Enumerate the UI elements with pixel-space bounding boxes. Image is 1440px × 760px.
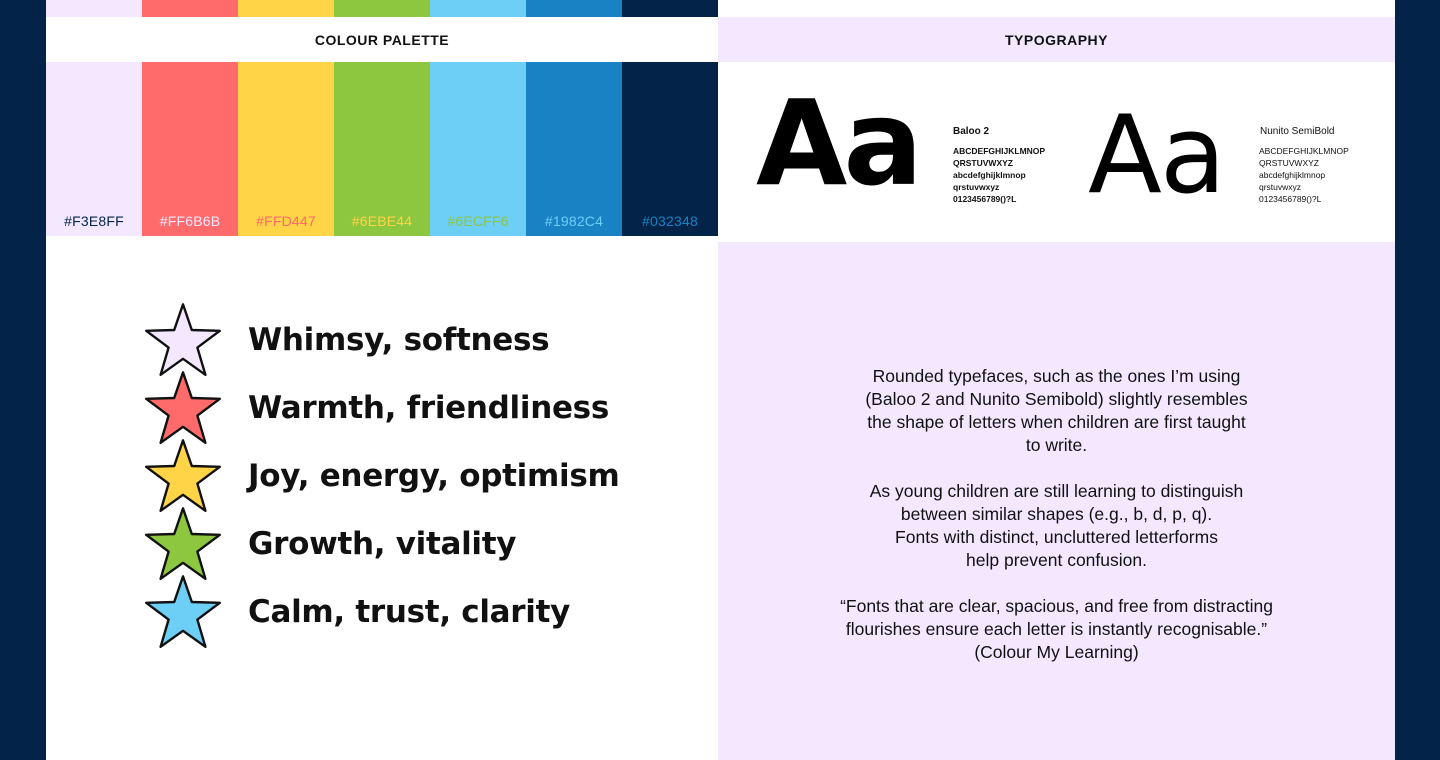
swatch-yellow [238, 62, 334, 236]
trait-label: Growth, vitality [248, 526, 517, 562]
rationale-text [718, 342, 1395, 687]
text-line: flourishes ensure each letter is instantly recognisable.” [845, 619, 1268, 639]
glyph-line: ABCDEFGHIJKLMNOP [1259, 146, 1349, 156]
star-icon [142, 370, 224, 446]
glyph-line: abcdefghijklmnop [1259, 170, 1326, 180]
swatch-hex-label: #FF6B6B [159, 213, 221, 229]
trait-row [142, 305, 549, 375]
baloo-glyph-set [953, 145, 1045, 205]
glyph-line: qrstuvwxyz [1259, 182, 1302, 192]
strip-swatch [142, 0, 238, 17]
strip-swatch [238, 0, 334, 17]
colour-palette-heading: COLOUR PALETTE [46, 17, 718, 62]
glyph-line: abcdefghijklmnop [953, 170, 1026, 180]
strip-swatch [334, 0, 430, 17]
text-line: As young children are still learning to distinguish [869, 481, 1244, 501]
nunito-font-name: Nunito SemiBold [1260, 126, 1335, 137]
glyph-line: 0123456789()?L [953, 194, 1017, 204]
strip-swatch [46, 0, 142, 17]
nunito-glyph-set [1259, 145, 1349, 205]
star-icon [142, 506, 224, 582]
nunito-sample-glyph: Aa [1088, 93, 1225, 218]
swatch-hex-label: #032348 [642, 213, 698, 229]
swatch-hex-label: #1982C4 [544, 213, 604, 229]
typography-specimen-panel [718, 62, 1395, 242]
swatch-blue [526, 62, 622, 236]
trait-label: Calm, trust, clarity [248, 594, 571, 630]
strip-swatch [526, 0, 622, 17]
star-icon [142, 438, 224, 514]
typography-heading: TYPOGRAPHY [718, 17, 1395, 62]
glyph-line: QRSTUVWXYZ [953, 158, 1013, 168]
baloo-font-name: Baloo 2 [953, 126, 990, 137]
trait-row [142, 373, 609, 443]
glyph-line: ABCDEFGHIJKLMNOP [953, 146, 1046, 156]
swatch-hex-label: #FFD447 [256, 213, 316, 229]
swatch-hex-label: #F3E8FF [64, 213, 124, 229]
strip-blank [718, 0, 1395, 17]
strip-swatch [622, 0, 718, 17]
swatch-lavender [46, 62, 142, 236]
swatch-hex-label: #6EBE44 [351, 213, 413, 229]
strip-swatch [430, 0, 526, 17]
text-line: the shape of letters when children are first taught [867, 412, 1246, 432]
swatch-green [334, 62, 430, 236]
trait-label: Whimsy, softness [248, 322, 550, 358]
typography-rationale-panel [718, 242, 1395, 760]
trait-row [142, 441, 619, 511]
swatch-navy [622, 62, 718, 236]
text-line: (Colour My Learning) [974, 642, 1139, 662]
text-line: help prevent confusion. [966, 550, 1147, 570]
trait-label: Warmth, friendliness [248, 390, 609, 426]
swatch-coral [142, 62, 238, 236]
text-line: Rounded typefaces, such as the ones I’m using [872, 366, 1241, 386]
swatch-sky-blue [430, 62, 526, 236]
glyph-line: QRSTUVWXYZ [1259, 158, 1319, 168]
moodboard [46, 0, 1395, 760]
trait-row [142, 509, 516, 579]
trait-row [142, 577, 570, 647]
star-icon [142, 302, 224, 378]
baloo-sample-glyph: Aa [756, 74, 919, 212]
text-line: Fonts with distinct, uncluttered letterforms [895, 527, 1218, 547]
text-line: (Baloo 2 and Nunito Semibold) slightly resembles [865, 389, 1248, 409]
text-line: to write. [1025, 435, 1088, 455]
text-line: between similar shapes (e.g., b, d, p, q). [900, 504, 1213, 524]
star-icon [142, 574, 224, 650]
trait-label: Joy, energy, optimism [248, 458, 620, 494]
text-line: “Fonts that are clear, spacious, and free from distracting [840, 596, 1273, 616]
glyph-line: 0123456789()?L [1259, 194, 1322, 204]
swatch-hex-label: #6ECFF6 [447, 213, 509, 229]
glyph-line: qrstuvwxyz [953, 182, 1000, 192]
